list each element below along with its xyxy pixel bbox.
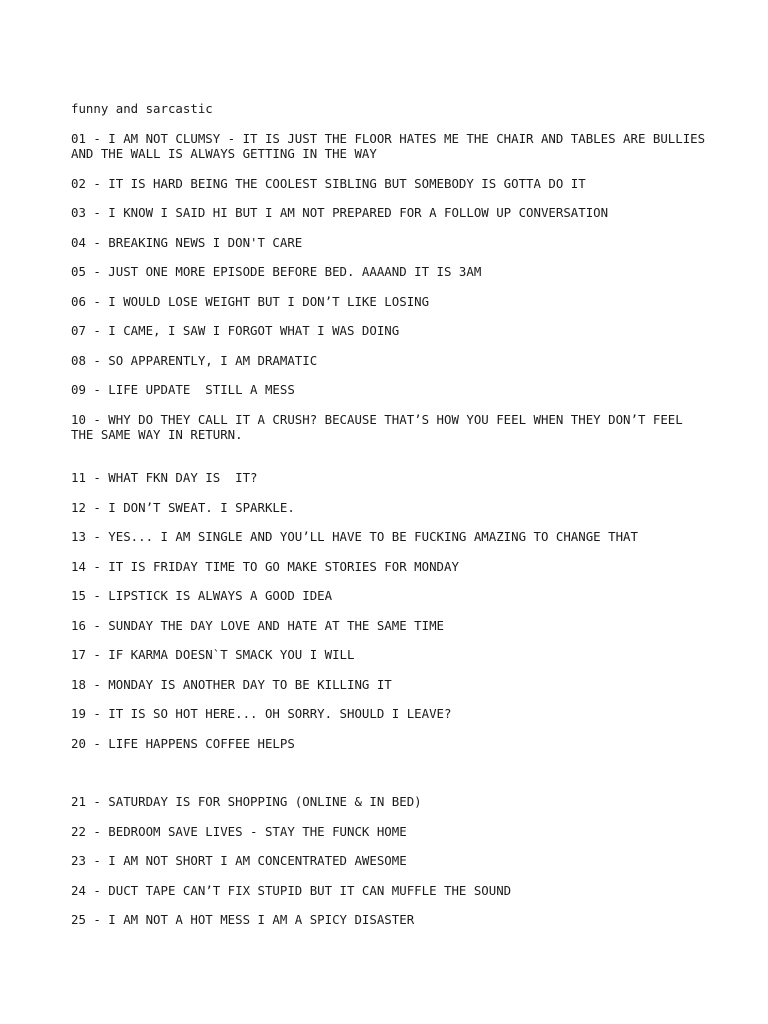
document-page	[71, 101, 711, 942]
document-line: 12 - I DON’T SWEAT. I SPARKLE.	[71, 499, 295, 515]
document-line: 13 - YES... I AM SINGLE AND YOU’LL HAVE TO BE FUCKING AMAZING TO CHANGE THAT	[71, 529, 638, 544]
section-spacer	[71, 765, 711, 794]
document-line: 17 - IF KARMA DOESN`T SMACK YOU I WILL	[71, 647, 355, 662]
document-line: 06 - I WOULD LOSE WEIGHT BUT I DON’T LIKE LOSING	[71, 293, 430, 309]
document-line: 20 - LIFE HAPPENS COFFEE HELPS	[71, 735, 295, 751]
document-line: 21 - SATURDAY IS FOR SHOPPING (ONLINE & IN BED)	[71, 794, 422, 809]
document-line: 19 - IT IS SO HOT HERE... OH SORRY. SHOULD I LEAVE?	[71, 706, 452, 721]
document-line: 15 - LIPSTICK IS ALWAYS A GOOD IDEA	[71, 588, 333, 603]
document-line: 03 - I KNOW I SAID HI BUT I AM NOT PREPARED FOR A FOLLOW UP CONVERSATION	[71, 205, 609, 220]
document-line: 24 - DUCT TAPE CAN’T FIX STUPID BUT IT CAN MUFFLE THE SOUND	[71, 882, 512, 898]
document-line: 04 - BREAKING NEWS I DON'T CARE	[71, 234, 303, 250]
document-line: 09 - LIFE UPDATE STILL A MESS	[71, 382, 295, 397]
document-line: 18 - MONDAY IS ANOTHER DAY TO BE KILLING IT	[71, 676, 392, 692]
document-line: 16 - SUNDAY THE DAY LOVE AND HATE AT THE SAME TIME	[71, 617, 444, 633]
document-line: 01 - I AM NOT CLUMSY - IT IS JUST THE FLOOR HATES ME THE CHAIR AND TABLES ARE BULLIES AND THE WALL IS ALWAYS GETTING IN THE WAY	[71, 131, 713, 161]
document-title: funny and sarcastic	[71, 101, 213, 116]
document-line: 02 - IT IS HARD BEING THE COOLEST SIBLING BUT SOMEBODY IS GOTTA DO IT	[71, 175, 586, 191]
document-line: 05 - JUST ONE MORE EPISODE BEFORE BED. AAAAND IT IS 3AM	[71, 264, 482, 279]
document-line: 11 - WHAT FKN DAY IS IT?	[71, 470, 258, 485]
document-line: 22 - BEDROOM SAVE LIVES - STAY THE FUNCK HOME	[71, 823, 407, 839]
document-line: 08 - SO APPARENTLY, I AM DRAMATIC	[71, 352, 318, 368]
section-spacer	[71, 456, 711, 470]
document-line: 10 - WHY DO THEY CALL IT A CRUSH? BECAUSE THAT’S HOW YOU FEEL WHEN THEY DON’T FEEL THE SAME WAY IN RETURN.	[71, 411, 691, 442]
document-line: 14 - IT IS FRIDAY TIME TO GO MAKE STORIES FOR MONDAY	[71, 558, 459, 574]
document-line: 23 - I AM NOT SHORT I AM CONCENTRATED AWESOME	[71, 853, 407, 868]
document-line: 07 - I CAME, I SAW I FORGOT WHAT I WAS DOING	[71, 323, 400, 338]
document-line: 25 - I AM NOT A HOT MESS I AM A SPICY DISASTER	[71, 912, 415, 927]
